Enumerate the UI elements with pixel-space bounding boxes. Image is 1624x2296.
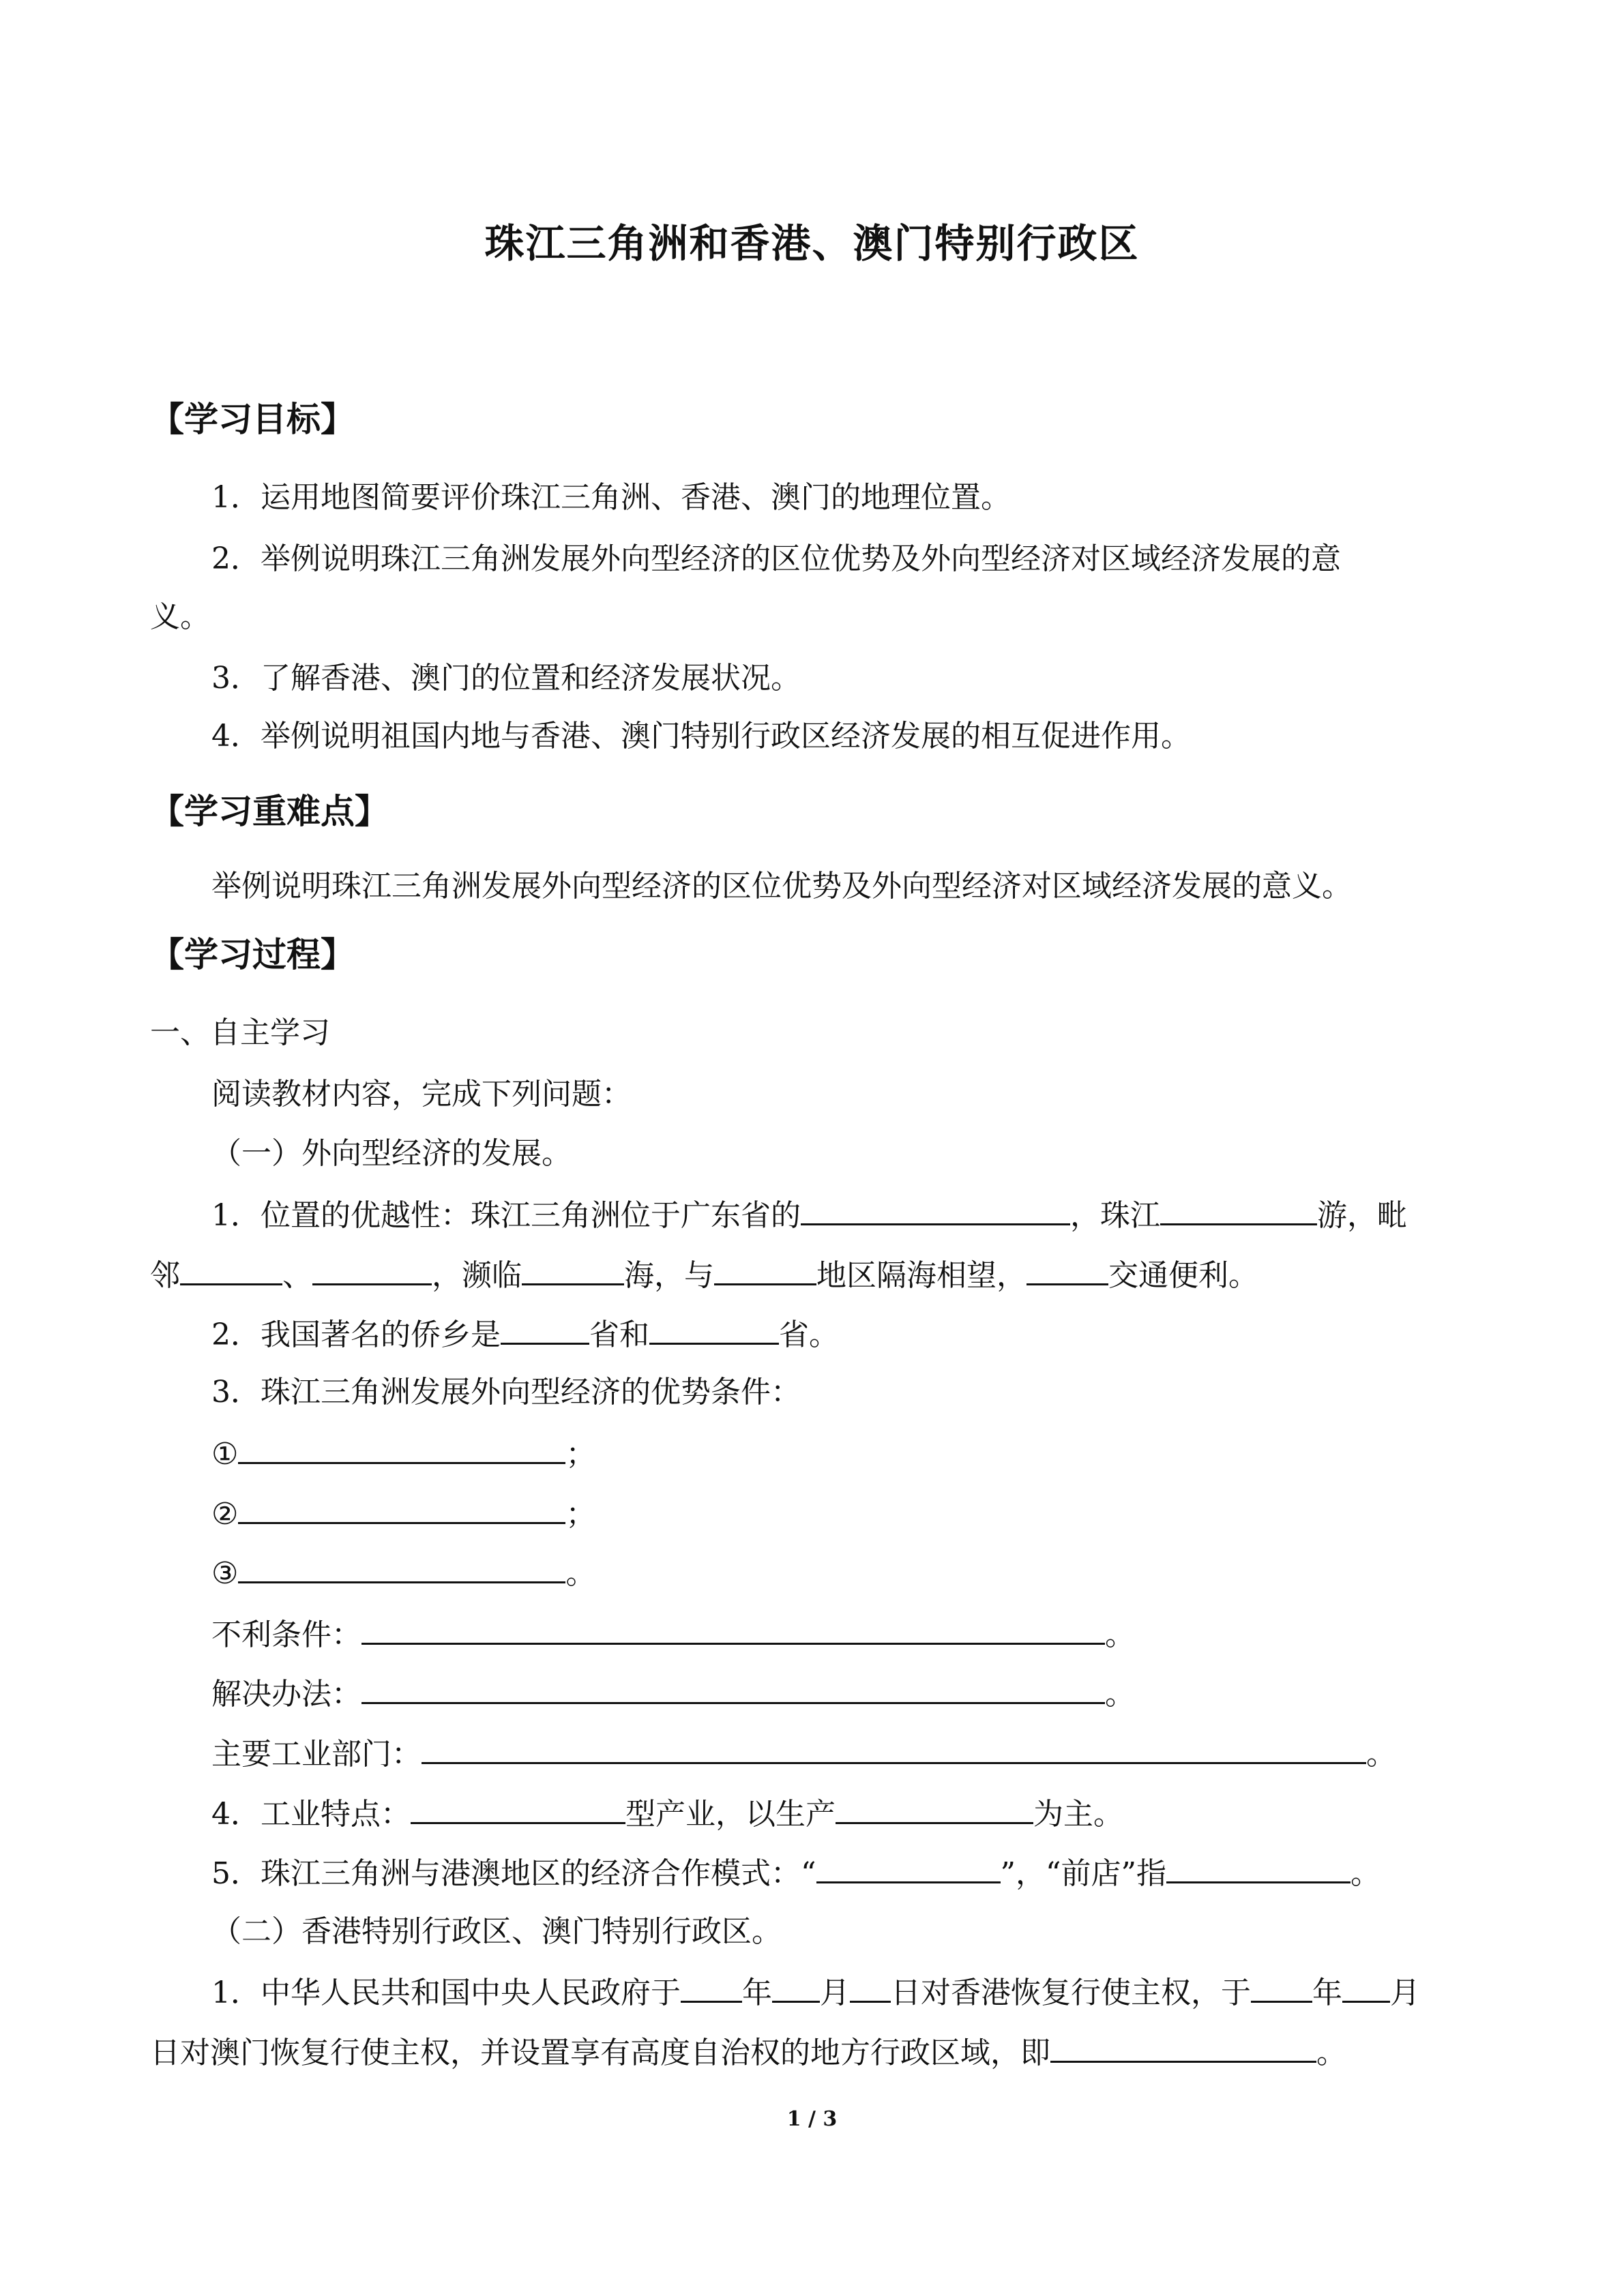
key-text: 举例说明珠江三角洲发展外向型经济的区位优势及外向型经济对区域经济发展的意义。 xyxy=(211,869,1352,904)
punct: 。 xyxy=(1105,1617,1135,1652)
month-label: 月 xyxy=(820,1976,850,2010)
punct: 。 xyxy=(1316,2036,1346,2070)
blank-field[interactable] xyxy=(361,1613,1105,1645)
page-title: 珠江三角洲和香港、澳门特别行政区 xyxy=(484,220,1140,267)
year-label: 年 xyxy=(1312,1976,1342,2010)
punct: 。 xyxy=(1105,1677,1135,1712)
q5-text-a: 5．珠江三角洲与港澳地区的经济合作模式：“ xyxy=(211,1856,816,1891)
blank-field[interactable] xyxy=(816,1851,1001,1883)
goal-2-cont: 义。 xyxy=(150,599,210,634)
goal-4: 4．举例说明祖国内地与香港、澳门特别行政区经济发展的相互促进作用。 xyxy=(211,719,1191,754)
q5-line xyxy=(211,1851,1381,1894)
blank-field[interactable] xyxy=(681,1971,742,2003)
blank-field[interactable] xyxy=(238,1492,565,1524)
blank-field[interactable] xyxy=(238,1432,565,1464)
advantage-3 xyxy=(211,1551,595,1594)
part1-title: （一）外向型经济的发展。 xyxy=(211,1136,572,1171)
blank-field[interactable] xyxy=(1160,1193,1317,1225)
p2-text-a: 1．中华人民共和国中央人民政府于 xyxy=(211,1976,681,2010)
blank-field[interactable] xyxy=(649,1313,779,1345)
q1-text-i: 交通便利。 xyxy=(1108,1258,1258,1293)
goal-3: 3．了解香港、澳门的位置和经济发展状况。 xyxy=(211,661,801,696)
blank-field[interactable] xyxy=(772,1971,820,2003)
q2-line xyxy=(211,1313,839,1356)
q1-text-b: ，珠江 xyxy=(1070,1198,1160,1233)
blank-field[interactable] xyxy=(850,1971,891,2003)
industry-line xyxy=(211,1732,1396,1775)
blank-field[interactable] xyxy=(714,1253,816,1285)
q1-text-g: 海，与 xyxy=(624,1258,714,1293)
q5-text-b: ”，“前店”指 xyxy=(1000,1856,1166,1891)
self-study-intro: 阅读教材内容，完成下列问题： xyxy=(211,1077,632,1112)
q1-text-f: ，濒临 xyxy=(432,1258,522,1293)
q1-text-h: 地区隔海相望， xyxy=(816,1258,1027,1293)
part2-q1-line1 xyxy=(211,1971,1420,2014)
q4-line xyxy=(211,1792,1123,1835)
blank-field[interactable] xyxy=(501,1313,589,1345)
q4-text-b: 型产业，以生产 xyxy=(625,1797,836,1832)
circle-number: ① xyxy=(211,1437,239,1472)
page-number: 1 / 3 xyxy=(786,2107,838,2131)
blank-field[interactable] xyxy=(1342,1971,1390,2003)
q3-line: 3．珠江三角洲发展外向型经济的优势条件： xyxy=(211,1375,801,1410)
q4-text-c: 为主。 xyxy=(1033,1797,1123,1832)
industry-label: 主要工业部门： xyxy=(211,1737,422,1772)
circle-number: ③ xyxy=(211,1556,239,1591)
unfavorable-line xyxy=(211,1613,1135,1656)
year-label: 年 xyxy=(742,1976,772,2010)
blank-field[interactable] xyxy=(312,1253,432,1285)
part2-title: （二）香港特别行政区、澳门特别行政区。 xyxy=(211,1914,782,1949)
blank-field[interactable] xyxy=(180,1253,282,1285)
unfavorable-label: 不利条件： xyxy=(211,1617,361,1652)
q1-line2 xyxy=(150,1253,1258,1296)
punct: ； xyxy=(565,1497,596,1532)
circle-number: ② xyxy=(211,1497,239,1532)
q4-text-a: 4．工业特点： xyxy=(211,1797,411,1832)
part2-q1-line2 xyxy=(150,2031,1346,2074)
blank-field[interactable] xyxy=(422,1732,1366,1764)
q2-text-b: 省和 xyxy=(589,1317,649,1352)
blank-field[interactable] xyxy=(1251,1971,1312,2003)
blank-field[interactable] xyxy=(411,1792,625,1824)
q1-text-c: 游，毗 xyxy=(1317,1198,1407,1233)
q1-text-e: 、 xyxy=(282,1258,312,1293)
goal-2: 2．举例说明珠江三角洲发展外向型经济的区位优势及外向型经济对区域经济发展的意 xyxy=(211,541,1341,576)
advantage-1 xyxy=(211,1432,595,1475)
p2-text-c: 日对澳门恢复行使主权，并设置享有高度自治权的地方行政区域，即 xyxy=(150,2036,1050,2070)
q1-text-a: 1．位置的优越性：珠江三角洲位于广东省的 xyxy=(211,1198,801,1233)
blank-field[interactable] xyxy=(361,1672,1105,1704)
self-study-title: 一、自主学习 xyxy=(150,1015,330,1050)
blank-field[interactable] xyxy=(522,1253,624,1285)
punct: 。 xyxy=(1350,1856,1381,1891)
blank-field[interactable] xyxy=(1050,2031,1316,2063)
q1-text-d: 邻 xyxy=(150,1258,180,1293)
advantage-2 xyxy=(211,1492,595,1535)
blank-field[interactable] xyxy=(801,1193,1070,1225)
goals-heading: 【学习目标】 xyxy=(150,400,355,439)
solution-line xyxy=(211,1672,1135,1715)
q2-text-c: 省。 xyxy=(779,1317,839,1352)
q2-text-a: 2．我国著名的侨乡是 xyxy=(211,1317,501,1352)
blank-field[interactable] xyxy=(238,1551,565,1583)
solution-label: 解决办法： xyxy=(211,1677,361,1712)
punct: 。 xyxy=(1366,1737,1396,1772)
blank-field[interactable] xyxy=(836,1792,1033,1824)
key-heading: 【学习重难点】 xyxy=(150,792,389,831)
blank-field[interactable] xyxy=(1027,1253,1108,1285)
process-heading: 【学习过程】 xyxy=(150,935,355,974)
q1-line1 xyxy=(211,1193,1407,1236)
blank-field[interactable] xyxy=(1166,1851,1350,1883)
p2-text-b: 日对香港恢复行使主权，于 xyxy=(891,1976,1251,2010)
punct: ； xyxy=(565,1437,596,1472)
goal-1: 1．运用地图简要评价珠江三角洲、香港、澳门的地理位置。 xyxy=(211,480,1011,515)
punct: 。 xyxy=(565,1556,596,1591)
month-label: 月 xyxy=(1390,1976,1420,2010)
